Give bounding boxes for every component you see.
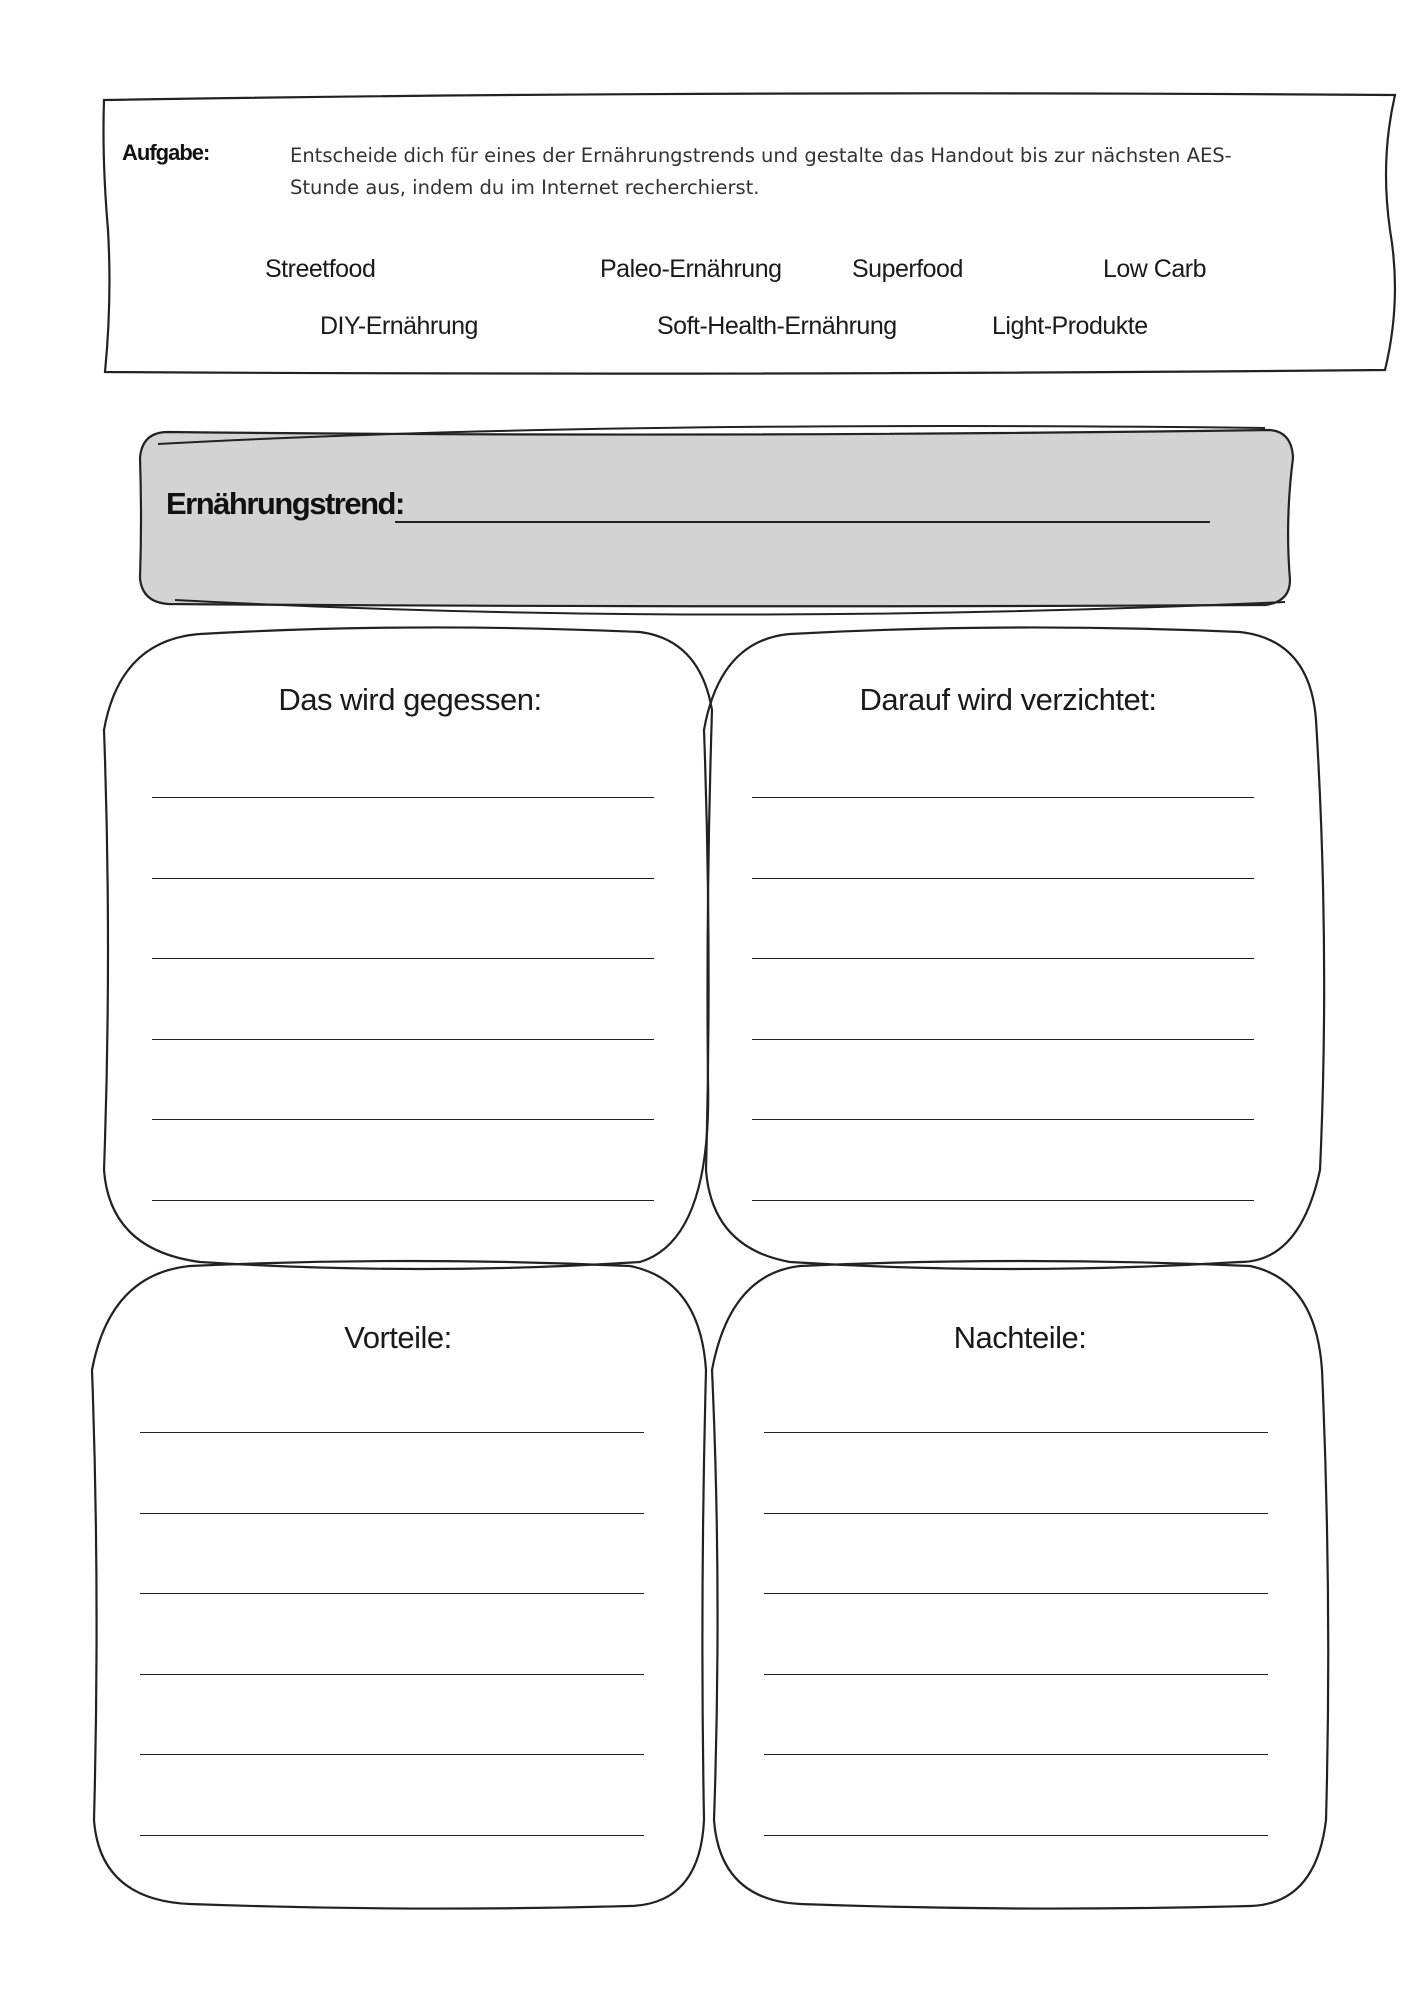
trend-streetfood: Streetfood [265, 255, 376, 283]
trend-light-products: Light-Produkte [992, 312, 1148, 340]
writing-line [140, 1835, 644, 1836]
writing-line [140, 1513, 644, 1514]
writing-line [764, 1754, 1268, 1755]
box-eaten-outline [104, 627, 712, 1269]
trend-superfood: Superfood [852, 255, 963, 283]
writing-line [152, 1039, 654, 1040]
writing-line [752, 1119, 1254, 1120]
writing-line [140, 1593, 644, 1594]
writing-line [752, 878, 1254, 879]
writing-line [152, 958, 654, 959]
writing-line [764, 1674, 1268, 1675]
task-label: Aufgabe: [122, 140, 210, 165]
writing-line [152, 878, 654, 879]
box-avoided-title: Darauf wird verzichtet: [859, 682, 1157, 717]
writing-line [752, 797, 1254, 798]
writing-line [752, 1200, 1254, 1201]
writing-line [140, 1754, 644, 1755]
box-avoided-outline [704, 627, 1324, 1269]
writing-line [764, 1432, 1268, 1433]
writing-line [764, 1835, 1268, 1836]
trend-soft-health: Soft-Health-Ernährung [657, 312, 897, 340]
box-pros-outline [92, 1261, 706, 1909]
box-pros-title: Vorteile: [344, 1320, 452, 1355]
box-cons-outline [712, 1261, 1328, 1909]
banner-label: Ernährungstrend: [166, 486, 404, 521]
trend-low-carb: Low Carb [1103, 255, 1206, 283]
writing-line [140, 1432, 644, 1433]
writing-line [752, 958, 1254, 959]
writing-line [140, 1674, 644, 1675]
writing-line [152, 1200, 654, 1201]
writing-line [764, 1593, 1268, 1594]
box-cons-title: Nachteile: [953, 1320, 1087, 1355]
writing-line [752, 1039, 1254, 1040]
writing-line [152, 1119, 654, 1120]
box-eaten-title: Das wird gegessen: [278, 682, 542, 717]
writing-line [764, 1513, 1268, 1514]
writing-line [152, 797, 654, 798]
task-instructions: Entscheide dich für eines der Ernährungstrends und gestalte das Handout bis zur nächsten AES-Stunde aus, indem du im Internet recherchierst. [290, 144, 1232, 199]
trend-paleo: Paleo-Ernährung [600, 255, 782, 283]
trend-diy: DIY-Ernährung [320, 312, 478, 340]
